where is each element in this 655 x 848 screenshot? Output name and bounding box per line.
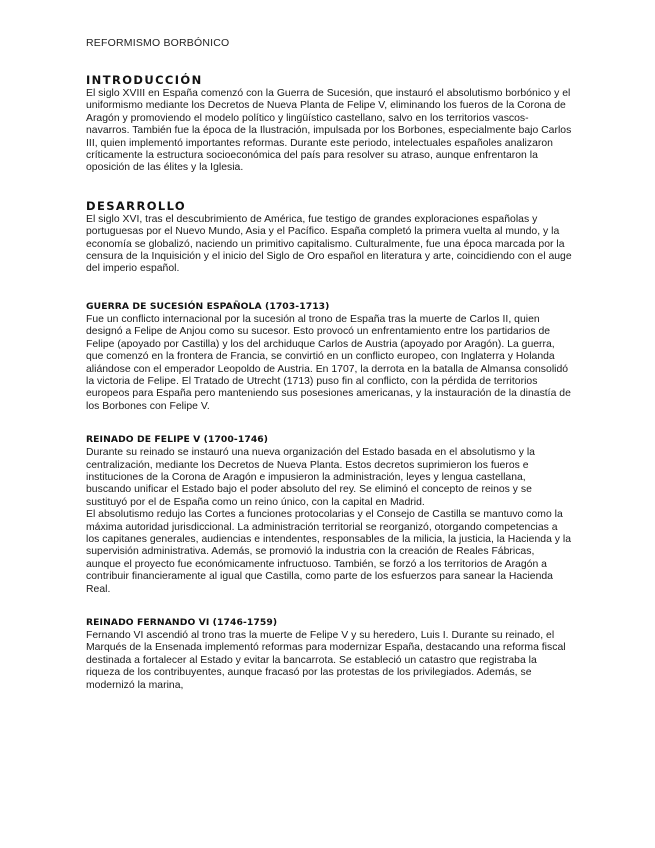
section-heading: INTRODUCCIÓN	[86, 73, 203, 87]
section-heading: DESARROLLO	[86, 198, 187, 213]
document-body	[86, 72, 572, 692]
section-desarrollo	[86, 198, 572, 276]
section-paragraph: El siglo XVIII en España comenzó con la Guerra de Sucesión, que instauró el absolutismo borbónico y el uniformismo mediante los Decretos de Nueva Planta de Felipe V, eliminando los fueros de la Corona de Aragón y promoviendo el modelo político y lingüístico castellano, salvo en los territorios vascos-navarros. También fue la época de la Ilustración, impulsada por los Borbones, especialmente bajo Carlos III, quien implementó importantes reformas. Durante este periodo, intelectuales españoles analizaron críticamente la estructura socioeconómica del país para resolver su atraso, aunque enfrentaron la oposición de las élites y la Iglesia.	[86, 88, 572, 174]
subsection-heading: GUERRA DE SUCESIÓN ESPAÑOLA (1703-1713)	[86, 300, 330, 312]
section-felipe-v	[86, 432, 572, 596]
section-introduccion	[86, 72, 572, 175]
subsection-heading: REINADO DE FELIPE V (1700-1746)	[86, 434, 269, 446]
section-fernando-vi	[86, 615, 572, 692]
section-paragraph: El siglo XVI, tras el descubrimiento de América, fue testigo de grandes exploraciones españolas y portuguesas por el Nuevo Mundo, Asia y el Pacífico. España completó la primera vuelta al mundo, y la economía se globalizó, naciendo un primitivo capitalismo. Culturalmente, fue una época marcada por la censura de la Inquisición y el inicio del Siglo de Oro español en literatura y arte, coincidiendo con el auge del imperio español.	[86, 213, 572, 275]
section-paragraph: Fue un conflicto internacional por la sucesión al trono de España tras la muerte de Carlos II, quien designó a Felipe de Anjou como su sucesor. Esto provocó un enfrentamiento entre los partidarios de Felipe (apoyado por Castilla) y los del archiduque Carlos de Austria (apoyado por Aragón). La guerra, que comenzó en la frontera de Francia, se convirtió en un conflicto europeo, con Inglaterra y Holanda aliándose con el emperador Leopoldo de Austria. En 1707, la derrota en la batalla de Almansa consolidó la victoria de Felipe. El Tratado de Utrecht (1713) puso fin al conflicto, con la pérdida de territorios europeos para España pero manteniendo sus posesiones americanas, y la instauración de la dinastía de los Borbones con Felipe V.	[86, 313, 571, 412]
section-paragraph: Fernando VI ascendió al trono tras la muerte de Felipe V y su heredero, Luis I. Durante su reinado, el Marqués de la Ensenada implementó reformas para modernizar España, destacando una reforma fiscal destinada a fortalecer al Estado y evitar la bancarrota. Se estableció un catastro que registraba la riqueza de los contribuyentes, aunque fracasó por las protestas de los privilegiados. Además, se modernizó la marina,	[86, 630, 566, 691]
section-paragraph: Durante su reinado se instauró una nueva organización del Estado basada en el absolutismo y la centralización, mediante los Decretos de Nueva Planta. Estos decretos suprimieron los fueros e instituciones de la Corona de Aragón e impusieron la administración, leyes y lengua castellana, buscando unificar el Estado bajo el poder absoluto del rey. Se eliminó el concepto de reinos y se sustituyó por el de España como un reino único, con la capital en Madrid.	[86, 447, 535, 508]
subsection-heading: REINADO FERNANDO VI (1746-1759)	[86, 617, 278, 628]
running-header: REFORMISMO BORBÓNICO	[86, 37, 230, 49]
section-guerra-sucesion	[86, 299, 572, 413]
section-paragraph: El absolutismo redujo las Cortes a funciones protocolarias y el Consejo de Castilla se mantuvo como la máxima autoridad jurisdiccional. La administración territorial se reorganizó, otorgando competencias a los capitanes generales, audiencias e intendentes, responsables de la milicia, la justicia, la Hacienda y la supervisión administrativa. Además, se promovió la industria con la creación de Reales Fábricas, aunque el proyecto fue económicamente infructuoso. También, se forzó a los territorios de Aragón a contribuir financieramente al igual que Castilla, como parte de los esfuerzos para sanear la Hacienda Real.	[86, 509, 572, 595]
